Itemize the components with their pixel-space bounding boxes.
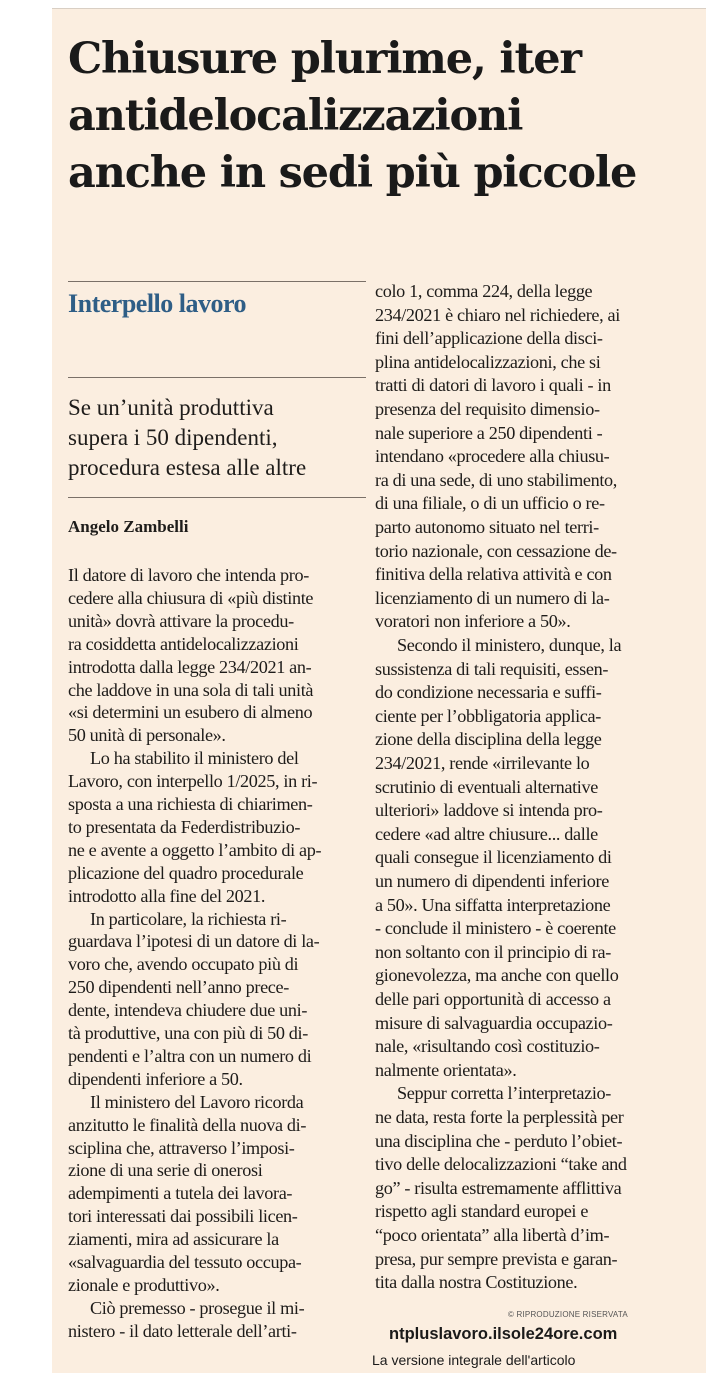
body-text-line: Lavoro, con interpello 1/2025, in ri- xyxy=(68,771,318,792)
body-text-line: tori interessati dai possibili licen- xyxy=(68,1206,298,1227)
body-text-line: nalmente orientata». xyxy=(375,1059,517,1080)
body-text-line: 234/2021 è chiaro nel richiedere, ai xyxy=(375,304,620,325)
body-text-line: - conclude il ministero - è coerente xyxy=(375,918,616,939)
summary-line: procedura estesa alle altre xyxy=(68,455,307,480)
body-text-line: nistero - il dato letterale dell’arti- xyxy=(68,1320,297,1341)
copyright-note: © RIPRODUZIONE RISERVATA xyxy=(508,1310,628,1319)
headline xyxy=(68,31,698,202)
section-kicker: Interpello lavoro xyxy=(68,289,247,318)
body-text-line: introdotta dalla legge 234/2021 an- xyxy=(68,656,312,677)
body-text-line: Secondo il ministero, dunque, la xyxy=(397,635,622,655)
body-text-line: cedere alla chiusura di «più distinte xyxy=(68,587,314,608)
headline-line: Chiusure plurime, iter xyxy=(68,34,581,84)
body-text-line: pendenti e l’altra con un numero di xyxy=(68,1045,312,1066)
body-text-line: zione di una serie di onerosi xyxy=(68,1160,263,1181)
body-text-line: plina antidelocalizzazioni, che si xyxy=(375,351,601,372)
summary xyxy=(68,393,368,483)
body-text-line: unità» dovrà attivare la procedu- xyxy=(68,610,294,631)
body-text-line: rispetto agli standard europei e xyxy=(375,1201,589,1222)
body-text-line: to presentata da Federdistribuzio- xyxy=(68,816,301,837)
body-text-line: tita dalla nostra Costituzione. xyxy=(375,1272,578,1293)
body-text-line: plicazione del quadro procedurale xyxy=(68,862,304,883)
body-text-line: dente, intendeva chiudere due uni- xyxy=(68,1000,308,1021)
body-text-line: misure di salvaguardia occupazio- xyxy=(375,1012,613,1033)
body-text-line: ra cosiddetta antidelocalizzazioni xyxy=(68,633,299,654)
body-text-line: ra di una sede, di uno stabilimento, xyxy=(375,469,617,490)
body-text-line: «salvaguardia del tessuto occupa- xyxy=(68,1252,302,1272)
body-text-line: fini dell’applicazione della disci- xyxy=(375,328,603,349)
body-text-line: sposta a una richiesta di chiarimen- xyxy=(68,794,313,814)
article-page xyxy=(52,8,706,1373)
body-column-right xyxy=(375,279,677,1293)
body-text-line: Lo ha stabilito il ministero del xyxy=(90,748,299,769)
body-text-line: scrutinio di eventuali alternative xyxy=(375,776,598,797)
author-byline: Angelo Zambelli xyxy=(68,517,189,536)
body-text-line: «si determini un esubero di almeno xyxy=(68,702,313,723)
body-text-line: cedere «ad altre chiusure... dalle xyxy=(375,823,598,844)
body-text-line: tivo delle delocalizzazioni “take and xyxy=(375,1154,627,1175)
body-column-left xyxy=(68,563,370,1363)
body-text-line: nale, «risultando così costituzio- xyxy=(375,1036,600,1057)
body-text-line: voratori non inferiore a 50». xyxy=(375,611,571,632)
summary-line: supera i 50 dipendenti, xyxy=(68,425,278,450)
body-text-line: zione della disciplina della legge xyxy=(375,729,602,750)
divider xyxy=(68,497,366,498)
body-text-line: voro che, avendo occupato più di xyxy=(68,954,299,975)
body-text-line: Seppur corretta l’interpretazio- xyxy=(397,1083,612,1104)
body-text-line: tà produttive, una con più di 50 di- xyxy=(68,1023,308,1043)
body-text-line: sciplina che, attraverso l’imposi- xyxy=(68,1137,295,1158)
body-text-line: “poco orientata” alla libertà d’im- xyxy=(375,1225,610,1245)
body-text-line: di una filiale, o di un ufficio o re- xyxy=(375,493,605,514)
body-text-line: 234/2021, rende «irrilevante lo xyxy=(375,753,590,773)
body-text-line: finitiva della relativa attività e con xyxy=(375,564,612,585)
body-text-line: non soltanto con il principio di ra- xyxy=(375,941,611,962)
site-caption: La versione integrale dell'articolo xyxy=(372,1352,576,1368)
body-text-line: dipendenti inferiore a 50. xyxy=(68,1068,243,1089)
body-text-line: 50 unità di personale». xyxy=(68,725,226,746)
body-text-line: quali consegue il licenziamento di xyxy=(375,847,612,868)
body-text-line: nale superiore a 250 dipendenti - xyxy=(375,422,603,443)
body-text-line: presenza del requisito dimensio- xyxy=(375,399,600,419)
body-text-line: Il datore di lavoro che intenda pro- xyxy=(68,565,309,585)
body-text-line: adempimenti a tutela dei lavora- xyxy=(68,1183,293,1204)
body-text-line: anzitutto le finalità della nuova di- xyxy=(68,1114,307,1135)
body-text-line: tratti di datori di lavoro i quali - in xyxy=(375,375,611,396)
body-text-line: ne e avente a oggetto l’ambito di ap- xyxy=(68,839,322,860)
body-text-line: zionale e produttivo». xyxy=(68,1274,220,1295)
summary-line: Se un’unità produttiva xyxy=(68,395,274,420)
body-text-line: presa, pur sempre prevista e garan- xyxy=(375,1248,618,1269)
body-text-line: colo 1, comma 224, della legge xyxy=(375,281,593,301)
body-text-line: In particolare, la richiesta ri- xyxy=(90,908,287,929)
body-text-line: un numero di dipendenti inferiore xyxy=(375,871,609,891)
body-text-line: ziamenti, mira ad assicurare la xyxy=(68,1229,279,1250)
body-text-line: Ciò premesso - prosegue il mi- xyxy=(90,1297,305,1318)
body-text-line: sussistenza di tali requisiti, essen- xyxy=(375,658,609,679)
body-text-line: gionevolezza, ma anche con quello xyxy=(375,965,619,986)
body-text-line: do condizione necessaria e suffi- xyxy=(375,682,602,703)
body-text-line: che laddove in una sola di tali unità xyxy=(68,679,314,700)
headline-line: antidelocalizzazioni xyxy=(68,91,523,141)
body-text-line: Il ministero del Lavoro ricorda xyxy=(90,1091,304,1112)
body-text-line: guardava l’ipotesi di un datore di la- xyxy=(68,931,320,952)
body-text-line: 250 dipendenti nell’anno prece- xyxy=(68,977,289,998)
divider xyxy=(68,377,366,378)
body-text-line: intendano «procedere alla chiusu- xyxy=(375,446,610,467)
body-text-line: ulteriori» laddove si intenda pro- xyxy=(375,800,603,821)
body-text-line: licenziamento di un numero di la- xyxy=(375,587,610,608)
body-text-line: torio nazionale, con cessazione de- xyxy=(375,540,617,561)
site-link[interactable]: ntpluslavoro.ilsole24ore.com xyxy=(389,1325,618,1343)
body-text-line: una disciplina che - perduto l’obiet- xyxy=(375,1130,623,1151)
body-text-line: introdotto alla fine del 2021. xyxy=(68,885,266,906)
body-text-line: delle pari opportunità di accesso a xyxy=(375,989,611,1009)
body-text-line: ciente per l’obbligatoria applica- xyxy=(375,705,601,726)
body-text-line: ne data, resta forte la perplessità per xyxy=(375,1107,624,1127)
headline-line: anche in sedi più piccole xyxy=(68,148,637,198)
body-text-line: parto autonomo situato nel terri- xyxy=(375,517,599,537)
body-text-line: go” - risulta estremamente afflittiva xyxy=(375,1177,622,1198)
divider xyxy=(68,281,366,282)
body-text-line: a 50». Una siffatta interpretazione xyxy=(375,894,611,915)
